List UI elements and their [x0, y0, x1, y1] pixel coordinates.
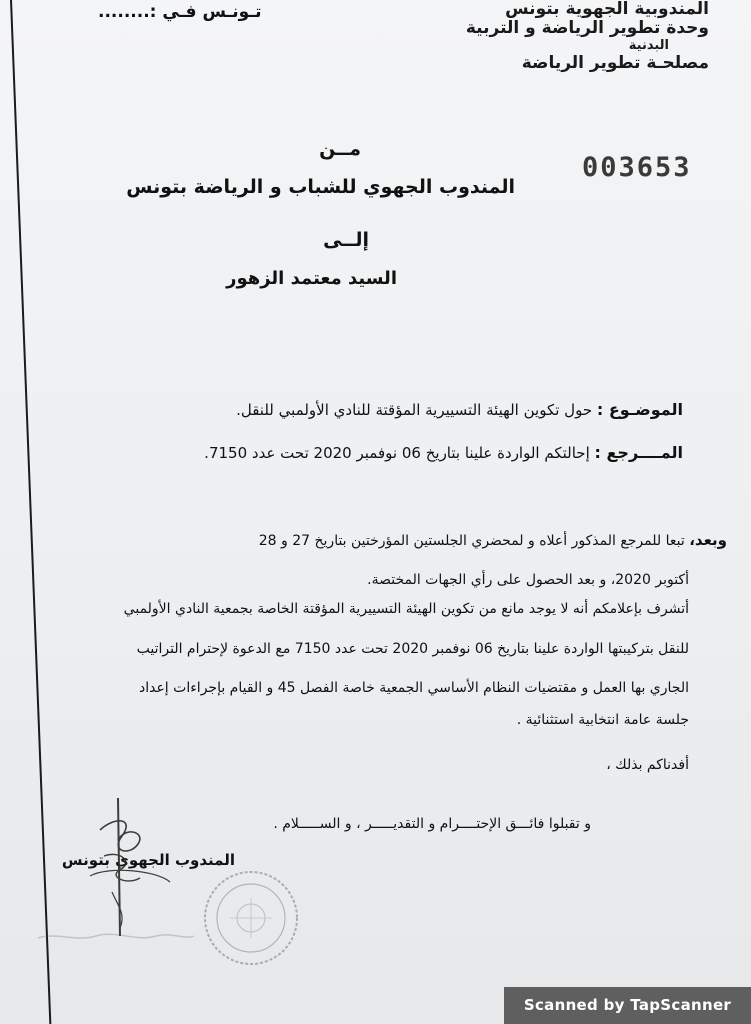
letterhead-line-3: البدنية	[628, 38, 669, 53]
reference-label: المــــرجع :	[594, 443, 683, 462]
official-stamp-icon	[200, 862, 302, 974]
body-line-1-text: تبعا للمرجع المذكور أعلاه و لمحضري الجلستين المؤرختين بتاريخ 27 و 28	[258, 533, 685, 549]
body-lead: وبعد،	[689, 531, 727, 549]
signature-title: المندوب الجهوي بتونس	[61, 851, 235, 869]
body-line-1	[259, 531, 727, 550]
body-line-7: أفدناكم بذلك ،	[606, 757, 689, 773]
letterhead-line-2: وحدة تطوير الرياضة و التربية	[465, 18, 709, 38]
faint-stamp-lettering-icon	[36, 926, 196, 948]
body-line-6: جلسة عامة انتخابية استثنائية .	[516, 712, 689, 728]
to-name: السيد معتمد الزهور	[226, 268, 397, 289]
closing-line: و تقبلوا فائـــق الإحتــــرام و التقديـــــر ، و الســـــلام .	[273, 816, 591, 832]
from-title: المندوب الجهوي للشباب و الرياضة بتونس	[126, 176, 515, 198]
subject-text: حول تكوين الهيئة التسييرية المؤقتة للنادي الأولمبي للنقل.	[236, 401, 593, 419]
scanner-badge: Scanned by TapScanner	[504, 987, 751, 1024]
reference-line	[204, 443, 683, 462]
reference-text: إحالتكم الواردة علينا بتاريخ 06 نوفمبر 2020 تحت عدد 7150.	[204, 444, 590, 462]
body-line-4: للنقل بتركيبتها الواردة علينا بتاريخ 06 نوفمبر 2020 تحت عدد 7150 مع الدعوة لإحترام التراتيب	[136, 641, 689, 657]
from-label: مــن	[319, 138, 361, 160]
to-label: إلــى	[323, 229, 369, 251]
fold-line	[10, 0, 51, 1024]
body-line-5: الجاري بها العمل و مقتضيات النظام الأساسي الجمعية خاصة الفصل 45 و القيام بإجراءات إعداد	[138, 680, 689, 696]
letterhead-line-1: المندوبية الجهوية بتونس	[505, 0, 709, 19]
letterhead	[466, 0, 709, 73]
subject-label: الموضـوع :	[596, 400, 683, 419]
subject-line	[236, 400, 683, 419]
body-line-2: أكتوبر 2020، و بعد الحصول على رأي الجهات المختصة.	[367, 572, 689, 588]
body-line-3: أتشرف بإعلامكم أنه لا يوجد مانع من تكوين الهيئة التسييرية المؤقتة الخاصة بجمعية النادي الأولمبي	[123, 601, 689, 617]
letterhead-line-4: مصلحـة تطوير الرياضة	[521, 53, 709, 73]
signature-icon	[60, 796, 180, 946]
place-date: تـونـس فـي :........	[98, 2, 262, 22]
reference-number: 003653	[582, 152, 692, 183]
